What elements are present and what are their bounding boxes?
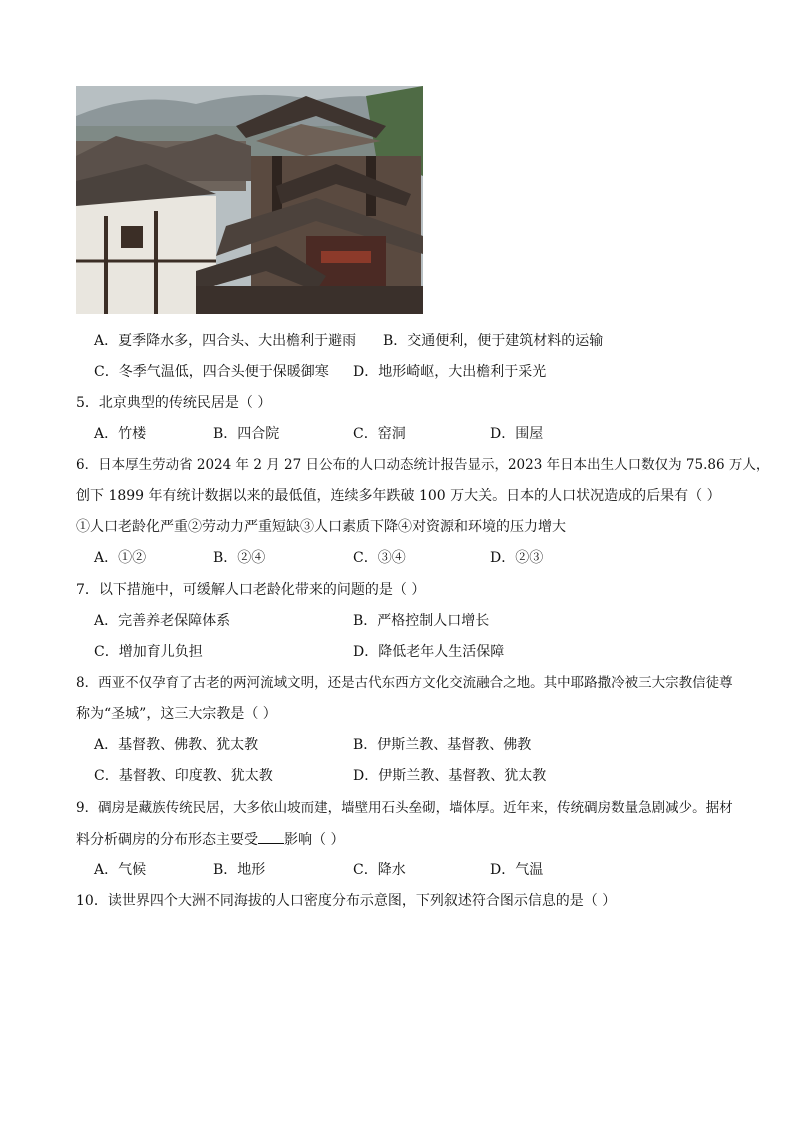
q6-items: ①人口老龄化严重②劳动力严重短缺③人口素质下降④对资源和环境的压力增大	[76, 519, 566, 535]
q9-answer-blank	[258, 829, 284, 844]
q4-option-d: D．地形崎岖，大出檐利于采光	[353, 364, 547, 380]
q7-option-b: B．严格控制人口增长	[353, 613, 490, 629]
q9-option-c: C．降水	[353, 862, 406, 878]
q6-stem-line1: 6．日本厚生劳动省 2024 年 2 月 27 日公布的人口动态统计报告显示，2023 年日本出生人口数仅为 75.86 万人，	[76, 457, 770, 473]
q4-option-b: B．交通便利，便于建筑材料的运输	[383, 333, 604, 349]
q7-stem: 7．以下措施中，可缓解人口老龄化带来的问题的是（ ）	[76, 582, 426, 598]
q9-stem-part2: 影响（ ）	[284, 832, 345, 848]
q9-stem-line2	[76, 829, 344, 850]
q9-option-b: B．地形	[213, 862, 266, 878]
q8-stem-line1: 8．西亚不仅孕育了古老的两河流域文明，还是古代东西方文化交流融合之地。其中耶路撒冷被三大宗教信徒尊	[76, 675, 733, 691]
q6-option-b: B．②④	[213, 550, 266, 566]
q9-option-d: D．气温	[490, 862, 544, 878]
q4-option-a: A．夏季降水多，四合头、大出檐利于避雨	[94, 333, 357, 349]
q9-stem-line1: 9．碉房是藏族传统民居，大多依山坡而建，墙壁用石头垒砌，墙体厚。近年来，传统碉房数量急剧减少。据材	[76, 800, 733, 816]
q6-option-a: A．①②	[94, 550, 147, 566]
q10-stem: 10．读世界四个大洲不同海拔的人口密度分布示意图，下列叙述符合图示信息的是（ ）	[76, 893, 617, 909]
q6-option-d: D．②③	[490, 550, 544, 566]
q6-option-c: C．③④	[353, 550, 406, 566]
q7-option-a: A．完善养老保障体系	[94, 613, 231, 629]
q5-option-a: A．竹楼	[94, 426, 147, 442]
q8-option-b: B．伊斯兰教、基督教、佛教	[353, 737, 532, 753]
q6-stem-line2: 创下 1899 年有统计数据以来的最低值，连续多年跌破 100 万大关。日本的人口状况造成的后果有（ ）	[76, 488, 721, 504]
q9-option-a: A．气候	[94, 862, 147, 878]
q9-stem-part1: 料分析碉房的分布形态主要受	[76, 832, 258, 848]
q5-option-b: B．四合院	[213, 426, 280, 442]
q8-stem-line2: 称为“圣城”，这三大宗教是（ ）	[76, 706, 277, 722]
q5-option-c: C．窑洞	[353, 426, 406, 442]
q8-option-c: C．基督教、印度教、犹太教	[94, 768, 273, 784]
q7-option-d: D．降低老年人生活保障	[353, 644, 505, 660]
q7-option-c: C．增加育儿负担	[94, 644, 203, 660]
q4-option-c: C．冬季气温低，四合头便于保暖御寒	[94, 364, 329, 380]
traditional-house-photo	[76, 86, 423, 314]
rooftops-illustration	[76, 86, 423, 314]
q8-option-a: A．基督教、佛教、犹太教	[94, 737, 259, 753]
q5-option-d: D．围屋	[490, 426, 544, 442]
q8-option-d: D．伊斯兰教、基督教、犹太教	[353, 768, 547, 784]
q5-stem: 5．北京典型的传统民居是（ ）	[76, 395, 272, 411]
